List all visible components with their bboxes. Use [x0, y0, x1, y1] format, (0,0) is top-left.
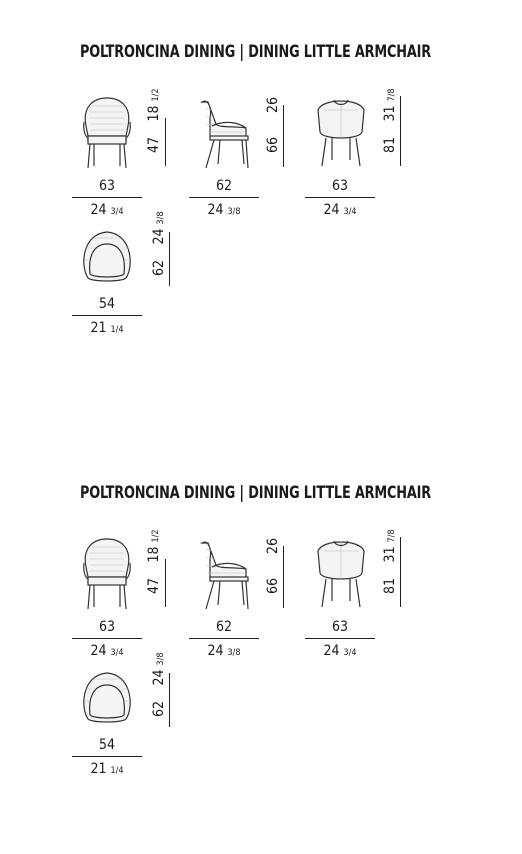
sheet-title: POLTRONCINA DINING | DINING LITTLE ARMCHAIR: [80, 483, 431, 503]
overall-height-dimension: 8131 7/8: [382, 88, 398, 154]
side-view-drawing: [198, 539, 252, 611]
arm-height-dimension: 6626: [265, 96, 281, 154]
top-width-dimension: 54 21 1/4: [72, 737, 142, 779]
top-depth-divider: [169, 232, 170, 286]
front-view-drawing: [80, 96, 134, 170]
front-view-drawing: [80, 537, 134, 611]
top-view-drawing: [80, 669, 134, 725]
arm-height-divider: [283, 546, 284, 608]
top-view-drawing: [80, 228, 134, 284]
top-depth-dimension: 6224 3/8: [151, 652, 167, 718]
overall-height-dimension: 8131 7/8: [382, 529, 398, 595]
spec-sheet-2: [0, 441, 522, 854]
top-width-dimension: 54 21 1/4: [72, 296, 142, 338]
front-width-dimension: 63 24 3/4: [72, 178, 142, 220]
side-view-drawing: [198, 98, 252, 170]
overall-height-divider: [400, 537, 401, 607]
top-depth-dimension: 6224 3/8: [151, 211, 167, 277]
seat-height-dimension: 4718 1/2: [146, 529, 162, 595]
sheet-title: POLTRONCINA DINING | DINING LITTLE ARMCHAIR: [80, 42, 431, 62]
back-view-drawing: [314, 537, 368, 609]
spec-sheet-1: [0, 0, 522, 413]
back-width-dimension: 63 24 3/4: [305, 619, 375, 661]
seat-height-dimension: 4718 1/2: [146, 88, 162, 154]
side-depth-dimension: 62 24 3/8: [189, 619, 259, 661]
arm-height-divider: [283, 105, 284, 167]
top-depth-divider: [169, 673, 170, 727]
side-depth-dimension: 62 24 3/8: [189, 178, 259, 220]
back-view-drawing: [314, 96, 368, 168]
front-width-dimension: 63 24 3/4: [72, 619, 142, 661]
seat-height-divider: [165, 118, 166, 166]
overall-height-divider: [400, 96, 401, 166]
back-width-dimension: 63 24 3/4: [305, 178, 375, 220]
arm-height-dimension: 6626: [265, 537, 281, 595]
seat-height-divider: [165, 559, 166, 607]
